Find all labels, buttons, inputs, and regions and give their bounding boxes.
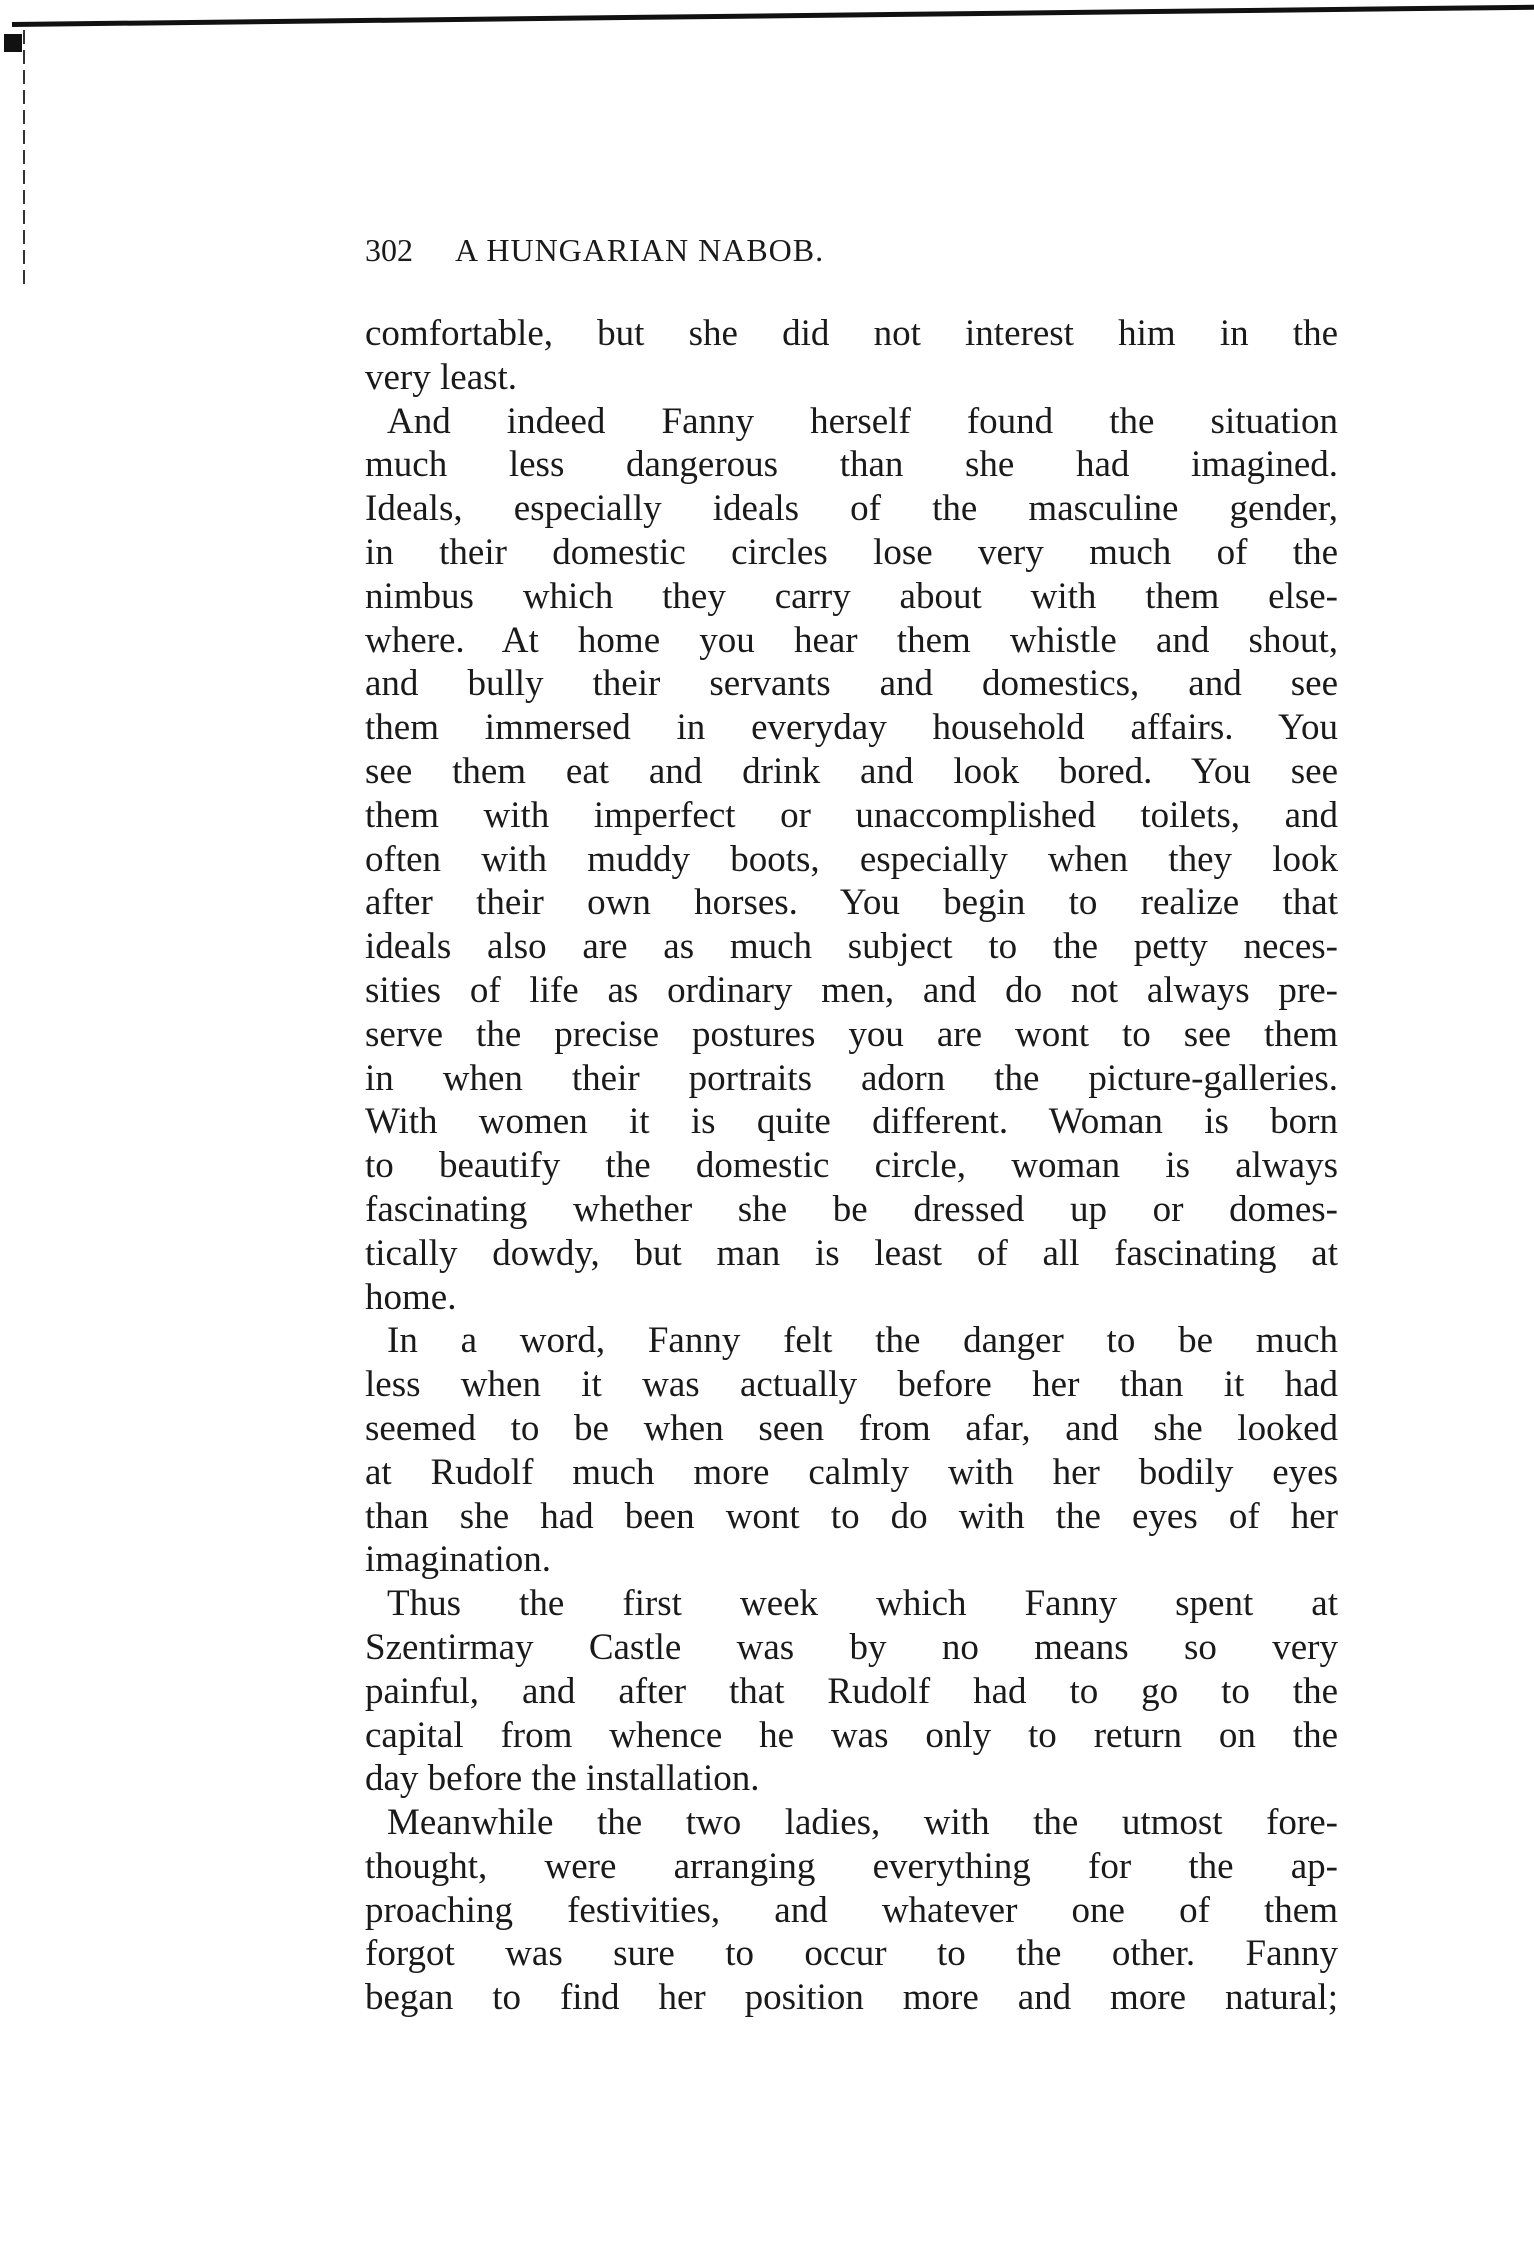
- text-line: Thus the first week which Fanny spent at: [387, 1583, 1338, 1625]
- text-line: Ideals, especially ideals of the masculine gender,: [365, 488, 1338, 530]
- running-header: [365, 232, 1340, 276]
- text-line: capital from whence he was only to return on the: [365, 1714, 1338, 1756]
- text-line: them immersed in everyday household affairs. You: [365, 707, 1338, 749]
- paragraph: [365, 1801, 1338, 2020]
- text-line: than she had been wont to do with the eyes of her: [365, 1495, 1338, 1537]
- text-line: painful, and after that Rudolf had to go to the: [365, 1670, 1338, 1712]
- text-line: Szentirmay Castle was by no means so very: [365, 1626, 1338, 1668]
- text-line: comfortable, but she did not interest him in the: [365, 313, 1338, 354]
- text-line: thought, were arranging everything for the ap-: [365, 1845, 1338, 1887]
- text-line: to beautify the domestic circle, woman is always: [365, 1145, 1338, 1187]
- text-line: less when it was actually before her than it had: [365, 1364, 1338, 1406]
- text-line: them with imperfect or unaccomplished toilets, and: [365, 794, 1338, 836]
- text-line: sities of life as ordinary men, and do not always pre-: [365, 969, 1338, 1011]
- text-line: nimbus which they carry about with them else-: [365, 575, 1338, 617]
- text-line: in when their portraits adorn the picture-galleries.: [365, 1057, 1338, 1099]
- text-line: forgot was sure to occur to the other. Fanny: [365, 1933, 1338, 1975]
- text-line: And indeed Fanny herself found the situation: [387, 400, 1338, 442]
- text-line: ideals also are as much subject to the petty neces-: [365, 926, 1338, 968]
- text-line: Meanwhile the two ladies, with the utmost fore-: [387, 1802, 1338, 1844]
- text-line: fascinating whether she be dressed up or domes-: [365, 1188, 1338, 1230]
- text-line: serve the precise postures you are wont to see them: [365, 1013, 1338, 1055]
- text-line: imagination.: [365, 1539, 551, 1581]
- text-line: often with muddy boots, especially when they look: [365, 838, 1338, 880]
- paragraph: [365, 400, 1338, 1320]
- text-line: proaching festivities, and whatever one of them: [365, 1889, 1338, 1931]
- running-title: A HUNGARIAN NABOB.: [455, 232, 825, 268]
- page-edge-rule: [12, 5, 1534, 27]
- text-line: tically dowdy, but man is least of all fascinating at: [365, 1232, 1338, 1274]
- body-text: [365, 312, 1338, 2020]
- text-line: home.: [365, 1276, 457, 1318]
- text-line: With women it is quite different. Woman is born: [365, 1101, 1338, 1143]
- text-line: where. At home you hear them whistle and shout,: [365, 619, 1338, 661]
- text-line: In a word, Fanny felt the danger to be much: [387, 1320, 1338, 1362]
- text-line: very least.: [365, 356, 518, 398]
- page-number: 302: [365, 232, 413, 268]
- text-line: see them eat and drink and look bored. You see: [365, 750, 1338, 792]
- binding-edge-rule: [23, 30, 25, 290]
- text-line: in their domestic circles lose very much of the: [365, 531, 1338, 573]
- paragraph: [365, 1582, 1338, 1801]
- text-line: began to find her position more and more natural;: [365, 1977, 1338, 2019]
- text-line: day before the installation.: [365, 1758, 760, 1800]
- text-line: at Rudolf much more calmly with her bodily eyes: [365, 1451, 1338, 1493]
- text-line: after their own horses. You begin to realize that: [365, 882, 1338, 924]
- paragraph: [365, 1319, 1338, 1582]
- text-line: much less dangerous than she had imagined.: [365, 444, 1338, 486]
- text-line: and bully their servants and domestics, and see: [365, 663, 1338, 705]
- paragraph: [365, 312, 1338, 400]
- text-line: seemed to be when seen from afar, and she looked: [365, 1407, 1338, 1449]
- scan-corner-mark: [4, 34, 22, 52]
